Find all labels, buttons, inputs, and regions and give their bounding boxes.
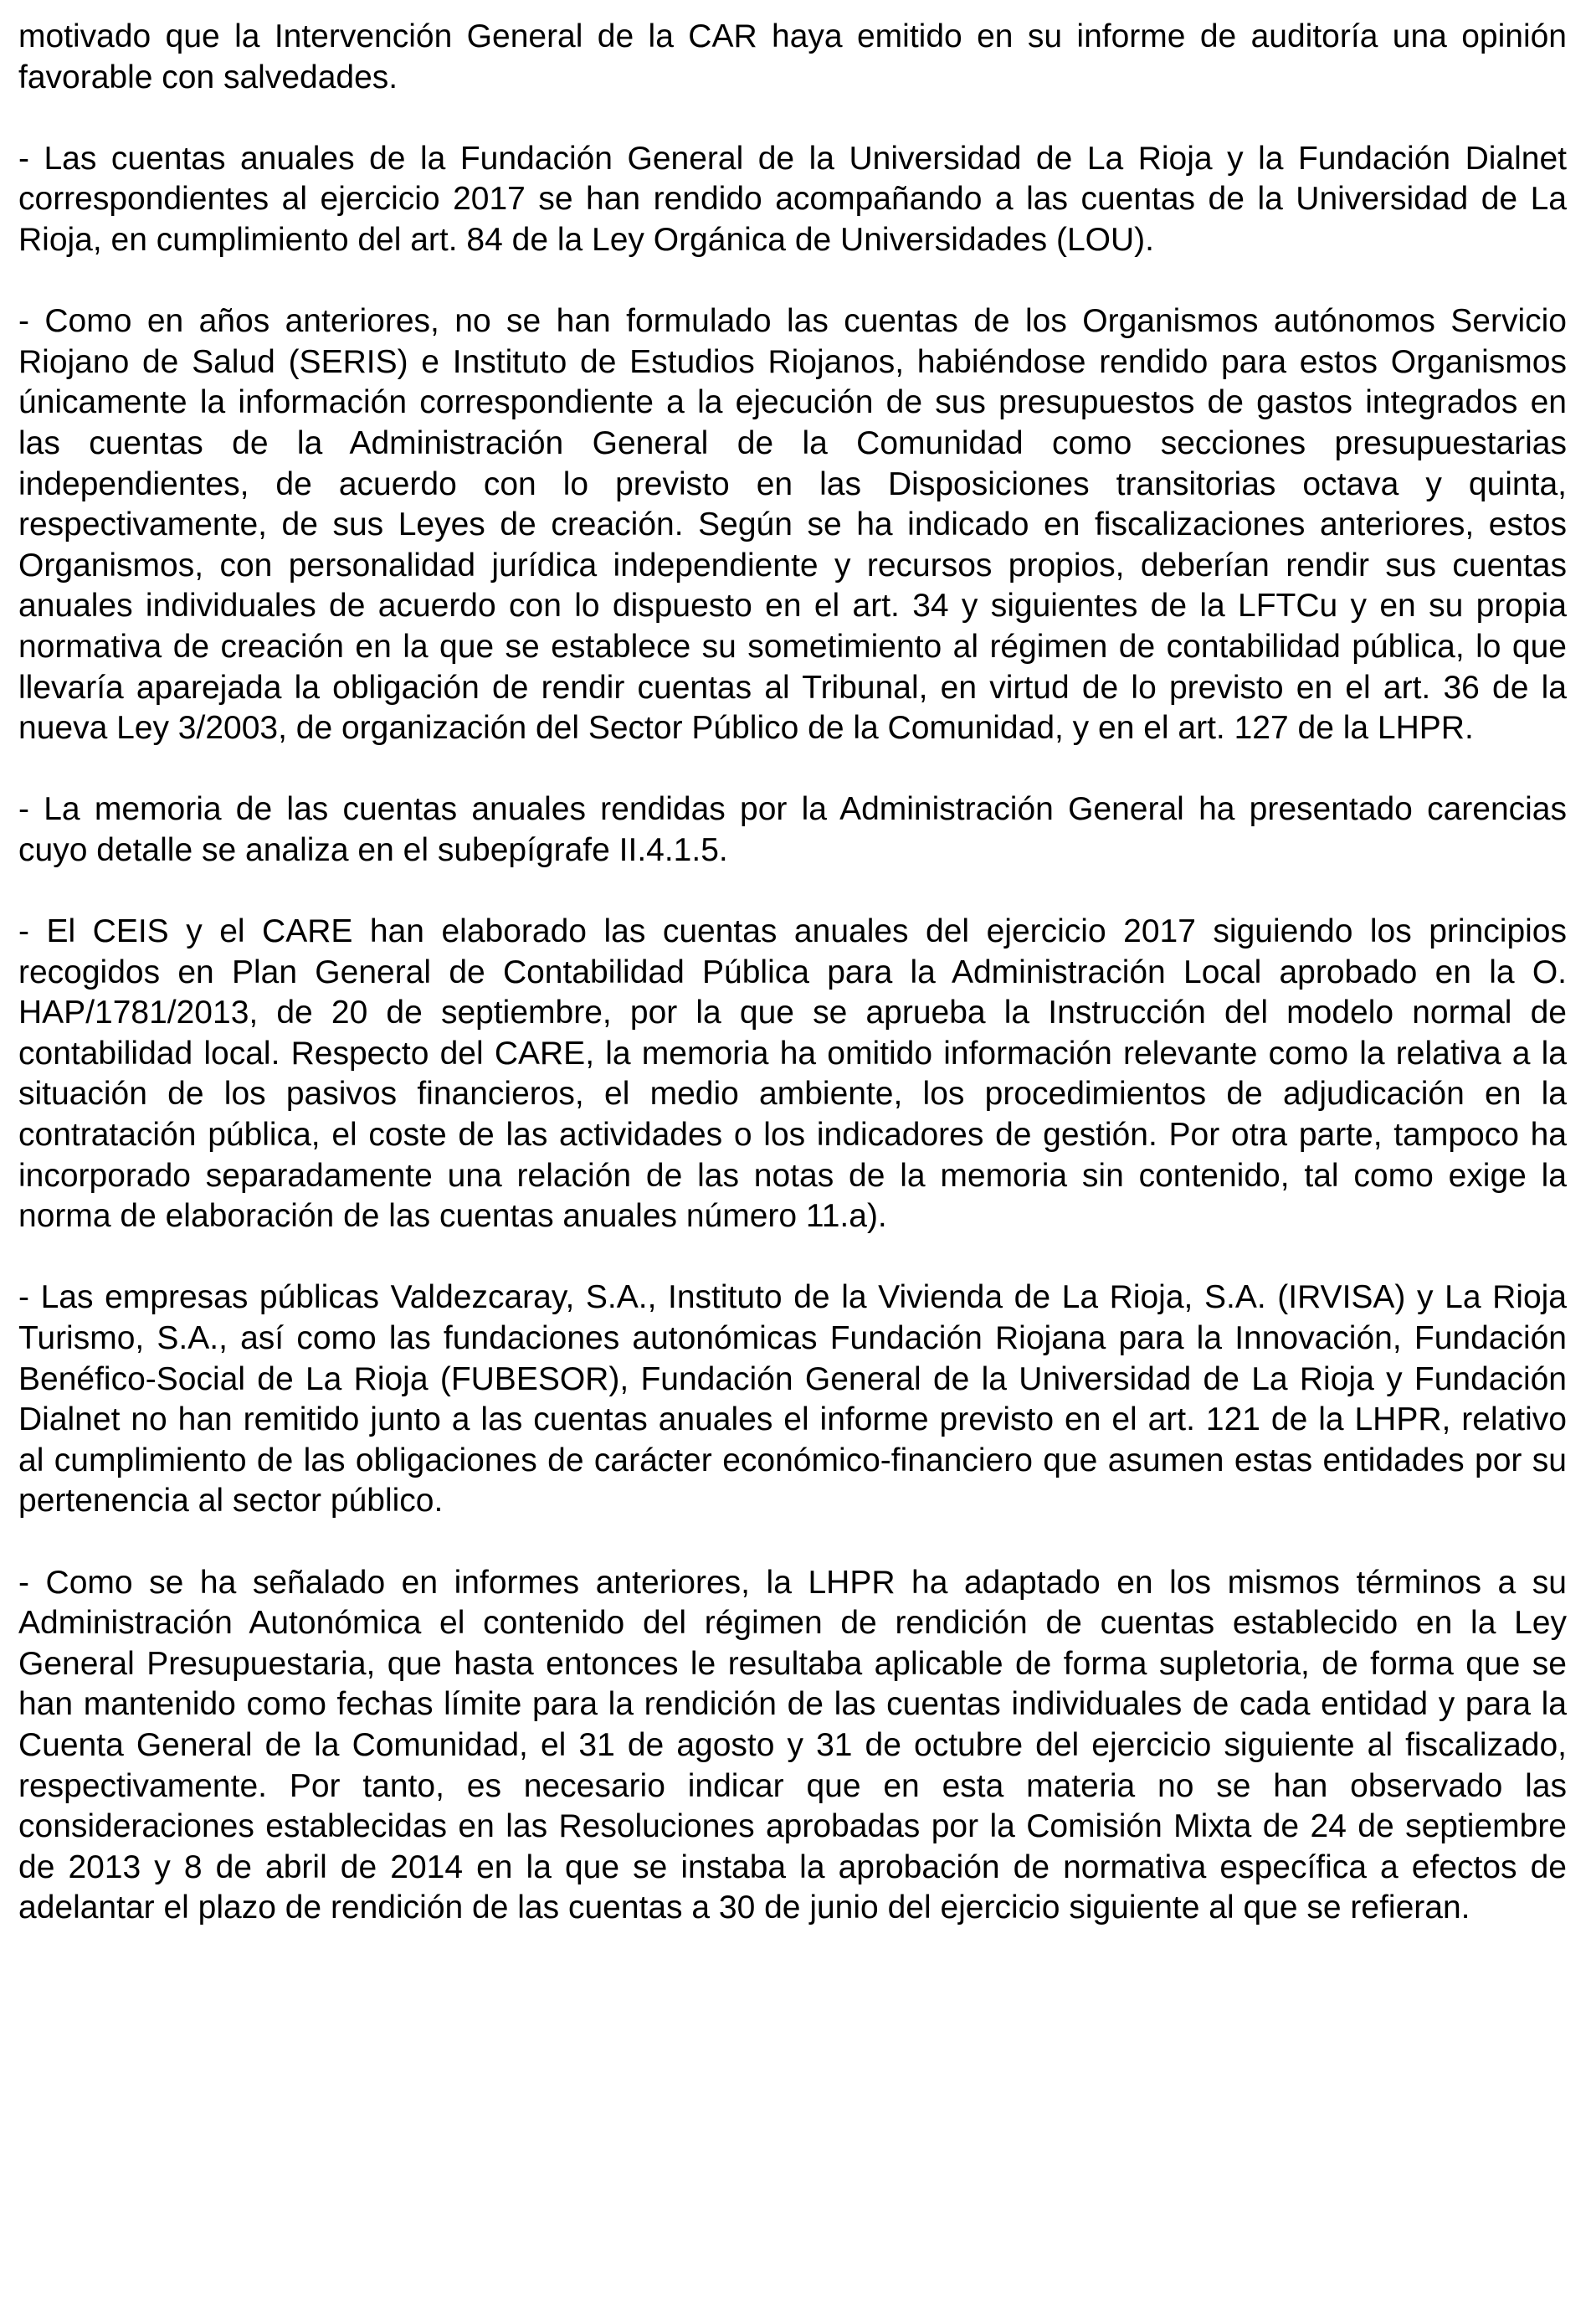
- paragraph-public-companies: - Las empresas públicas Valdezcaray, S.A., Instituto de la Vivienda de La Rioja, S.A. (IRVISA) y La Rioja Turismo, S.A., así como las fundaciones autonómicas Fundación Riojana para la Innovación, Fundación Benéfico-Social de La Rioja (FUBESOR), Fundación General de la Universidad de La Rioja y Fundación Dialnet no han remitido junto a las cuentas anuales el informe previsto en el art. 121 de la LHPR, relativo al cumplimiento de las obligaciones de carácter económico-financiero que asumen estas entidades por su pertenencia al sector público.: [18, 1279, 1567, 1519]
- document-page: [18, 17, 1567, 1970]
- paragraph-university-foundations: - Las cuentas anuales de la Fundación General de la Universidad de La Rioja y la Fundación Dialnet correspondientes al ejercicio 2017 se han rendido acompañando a las cuentas de la Universidad de La Rioja, en cumplimiento del art. 84 de la Ley Orgánica de Universidades (LOU).: [18, 140, 1567, 258]
- paragraph-annual-report: - La memoria de las cuentas anuales rendidas por la Administración General ha presentado carencias cuyo detalle se analiza en el subepígrafe II.4.1.5.: [18, 791, 1567, 868]
- paragraph-autonomous-organisms: - Como en años anteriores, no se han formulado las cuentas de los Organismos autónomos Servicio Riojano de Salud (SERIS) e Instituto de Estudios Riojanos, habiéndose rendido para estos Organismos únicamente la información correspondiente a la ejecución de sus presupuestos de gastos integrados en las cuentas de la Administración General de la Comunidad como secciones presupuestarias independientes, de acuerdo con lo previsto en las Disposiciones transitorias octava y quinta, respectivamente, de sus Leyes de creación. Según se ha indicado en fiscalizaciones anteriores, estos Organismos, con personalidad jurídica independiente y recursos propios, deberían rendir sus cuentas anuales individuales de acuerdo con lo dispuesto en el art. 34 y siguientes de la LFTCu y en su propia normativa de creación en la que se establece su sometimiento al régimen de contabilidad pública, lo que llevaría aparejada la obligación de rendir cuentas al Tribunal, en virtud de lo previsto en el art. 36 de la nueva Ley 3/2003, de organización del Sector Público de la Comunidad, y en el art. 127 de la LHPR.: [18, 303, 1567, 747]
- paragraph-audit-opinion: motivado que la Intervención General de la CAR haya emitido en su informe de auditoría una opinión favorable con salvedades.: [18, 18, 1567, 95]
- paragraph-lhpr-deadlines: - Como se ha señalado en informes anteriores, la LHPR ha adaptado en los mismos términos a su Administración Autonómica el contenido del régimen de rendición de cuentas establecido en la Ley General Presupuestaria, que hasta entonces le resultaba aplicable de forma supletoria, de forma que se han mantenido como fechas límite para la rendición de las cuentas individuales de cada entidad y para la Cuenta General de la Comunidad, el 31 de agosto y 31 de octubre del ejercicio siguiente al fiscalizado, respectivamente. Por tanto, es necesario indicar que en esta materia no se han observado las consideraciones establecidas en las Resoluciones aprobadas por la Comisión Mixta de 24 de septiembre de 2013 y 8 de abril de 2014 en la que se instaba la aprobación de normativa específica a efectos de adelantar el plazo de rendición de las cuentas a 30 de junio del ejercicio siguiente al que se refieran.: [18, 1564, 1567, 1926]
- paragraph-ceis-care: - El CEIS y el CARE han elaborado las cuentas anuales del ejercicio 2017 siguiendo los principios recogidos en Plan General de Contabilidad Pública para la Administración Local aprobado en la O. HAP/1781/2013, de 20 de septiembre, por la que se aprueba la Instrucción del modelo normal de contabilidad local. Respecto del CARE, la memoria ha omitido información relevante como la relativa a la situación de los pasivos financieros, el medio ambiente, los procedimientos de adjudicación en la contratación pública, el coste de las actividades o los indicadores de gestión. Por otra parte, tampoco ha incorporado separadamente una relación de las notas de la memoria sin contenido, tal como exige la norma de elaboración de las cuentas anuales número 11.a).: [18, 913, 1567, 1235]
